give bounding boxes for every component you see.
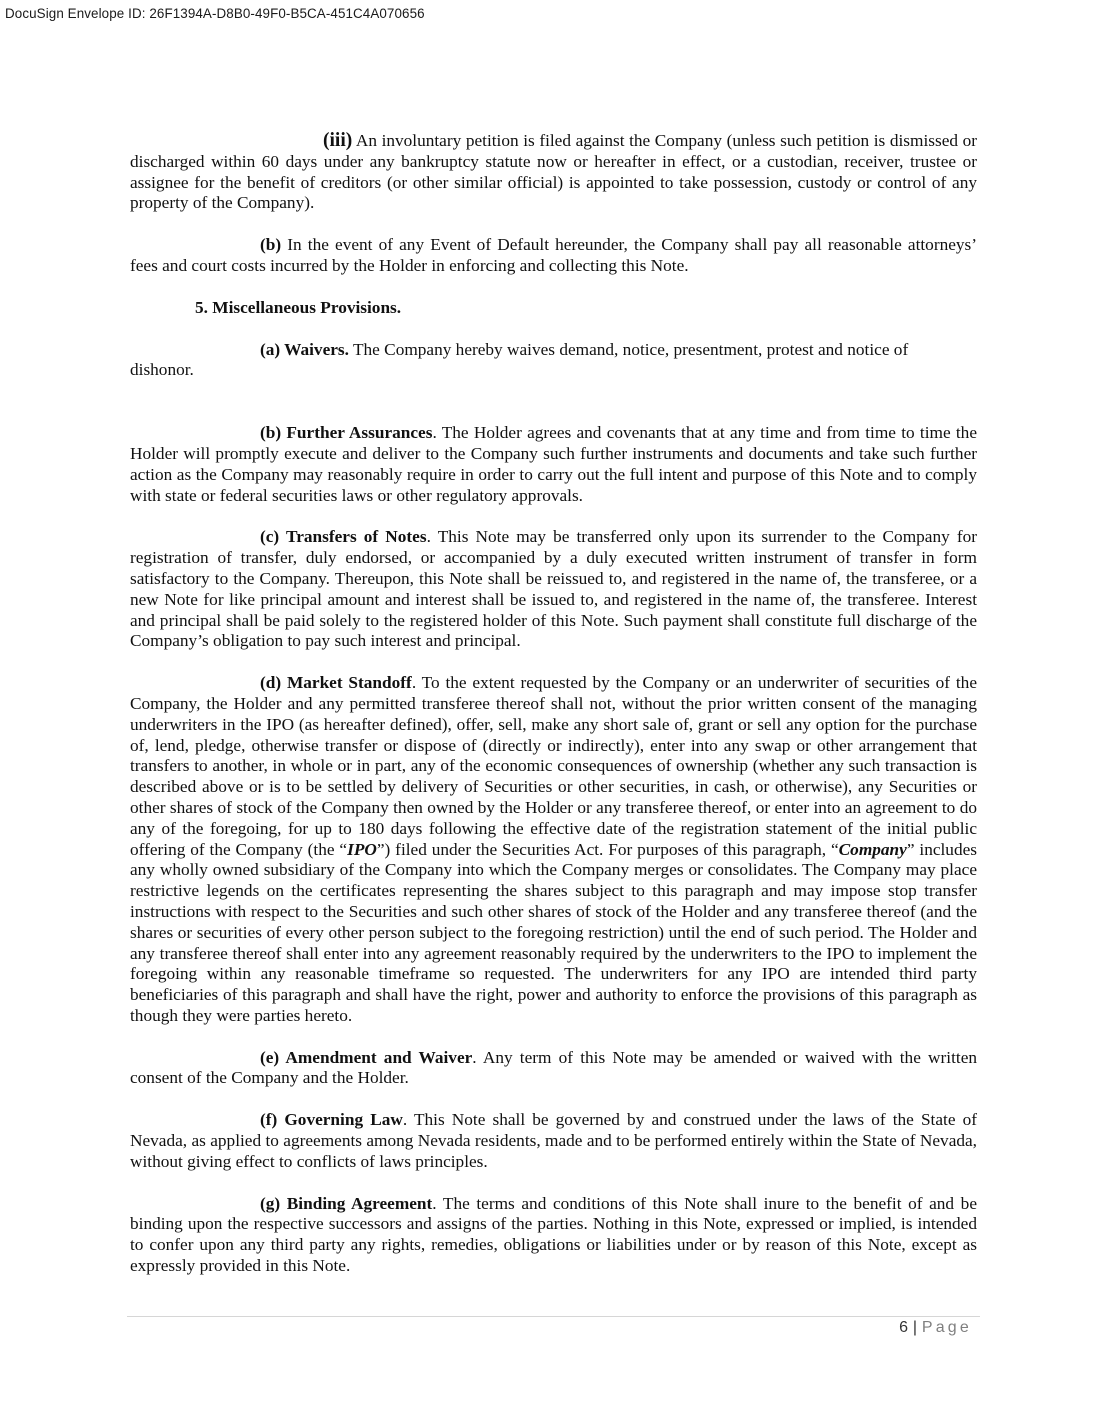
- clause-iii-label: (iii): [323, 130, 353, 151]
- market-standoff-text-2: ”) filed under the Securities Act. For purposes of this paragraph, “: [376, 839, 839, 859]
- governing-law-text: . This Note shall be governed by and construed under the laws of the State of Nevada, as applied to agreements among Nevada residents, made and to be performed entirely within the State of Nevada, without giving effect to conflicts of laws principles.: [130, 1110, 978, 1171]
- governing-law-label: (f) Governing Law: [260, 1110, 403, 1130]
- binding-agreement-paragraph: [130, 1194, 977, 1277]
- market-standoff-text-3: ” includes any wholly owned subsidiary of the Company into which the Company merges or consolidates. The Company may place restrictive legends on the certificates representing the shares subject to this paragraph and may impose stop transfer instructions with respect to the Securities and such other shares of stock of the Holder and any transferee thereof (and the shares or securities of every other person subject to the foregoing restriction) until the end of such period. The Holder and any transferee thereof shall enter into any agreement reasonably required by the underwriters to the IPO to implement the foregoing within any reasonable timeframe so requested. The underwriters for any IPO are intended third party beneficiaries of this paragraph and shall have the right, power and authority to enforce the provisions of this paragraph as though they were parties hereto.: [130, 839, 977, 1025]
- document-body: [130, 131, 977, 1277]
- amendment-text: . Any term of this Note may be amended or waived with the written consent of the Company and the Holder.: [130, 1047, 978, 1088]
- page-separator: |: [908, 1319, 922, 1336]
- waivers-text: The Company hereby waives demand, notice, presentment, protest and notice of: [348, 339, 909, 359]
- amendment-label: (e) Amendment and Waiver: [260, 1047, 473, 1067]
- clause-iii-text: An involuntary petition is filed against the Company (unless such petition is dismissed or discharged within 60 days under any bankruptcy statute now or hereafter in effect, or a custodian, receiver, trustee or assignee for the benefit of creditors (or other similar official) is appointed to take possession, custody or control of any property of the Company).: [130, 131, 977, 213]
- further-assurances-label: (b) Further Assurances: [260, 423, 433, 443]
- waivers-paragraph: [130, 340, 977, 361]
- market-standoff-paragraph: [130, 673, 977, 1027]
- further-assurances-text: . The Holder agrees and covenants that at any time and from time to time the Holder will promptly execute and deliver to the Company such further instruments and documents and take such further action as the Company may reasonably require in order to carry out the full intent and purpose of this Note and to comply with state or federal securities laws or other regulatory approvals.: [130, 423, 977, 505]
- market-standoff-text-1: . To the extent requested by the Company or an underwriter of securities of the Company, the Holder and any permitted transferee thereof shall not, without the prior written consent of the managing underwriters in the IPO (as hereafter defined), offer, sell, make any short sale of, grant or sell any option for the purchase of, lend, pledge, otherwise transfer or dispose of (directly or indirectly), enter into any swap or other arrangement that transfers to another, in whole or in part, any of the economic consequences of ownership (whether any such transaction is described above or is to be settled by delivery of Securities or other securities, in cash, or otherwise), any Securities or other shares of stock of the Company then owned by the Holder or any transferee thereof, or enter into an agreement to do any of the foregoing, for up to 180 days following the effective date of the registration statement of the initial public offering of the Company (the “: [130, 673, 977, 859]
- section-5-heading-text: 5. Miscellaneous Provisions.: [195, 297, 402, 317]
- footer-divider: [127, 1316, 980, 1317]
- waivers-tail: dishonor.: [130, 360, 194, 380]
- further-assurances-paragraph: [130, 423, 977, 506]
- docusign-envelope-id: DocuSign Envelope ID: 26F1394A-D8B0-49F0-B5CA-451C4A070656: [5, 6, 425, 21]
- clause-b-paragraph: [130, 235, 977, 277]
- transfers-label: (c) Transfers of Notes: [260, 527, 427, 547]
- governing-law-paragraph: [130, 1110, 977, 1172]
- waivers-label: (a) Waivers.: [260, 339, 349, 359]
- page-number: 6: [899, 1319, 909, 1336]
- company-defined-term: Company: [838, 839, 907, 859]
- page-footer: [890, 1319, 972, 1337]
- section-5-heading: [130, 298, 977, 319]
- ipo-defined-term: IPO: [347, 839, 377, 859]
- transfers-paragraph: [130, 527, 977, 652]
- clause-b-text: In the event of any Event of Default hereunder, the Company shall pay all reasonable attorneys’ fees and court costs incurred by the Holder in enforcing and collecting this Note.: [130, 235, 977, 275]
- binding-agreement-label: (g) Binding Agreement: [260, 1193, 433, 1213]
- market-standoff-label: (d) Market Standoff: [260, 673, 412, 693]
- amendment-paragraph: [130, 1048, 977, 1090]
- clause-b-label: (b): [260, 235, 282, 255]
- clause-iii-paragraph: [130, 131, 977, 214]
- transfers-text: . This Note may be transferred only upon its surrender to the Company for registration of transfer, duly endorsed, or accompanied by a duly executed written instrument of transfer in form satisfactory to the Company. Thereupon, this Note shall be reissued to, and registered in the name of, the transferee, or a new Note for like principal amount and interest shall be issued to, and registered in the name of, the transferee. Interest and principal shall be paid solely to the registered holder of this Note. Such payment shall constitute full discharge of the Company’s obligation to pay such interest and principal.: [130, 527, 977, 651]
- page-word: Page: [921, 1319, 972, 1336]
- binding-agreement-text: . The terms and conditions of this Note shall inure to the benefit of and be binding upon the respective successors and assigns of the parties. Nothing in this Note, expressed or implied, is intended to confer upon any third party any rights, remedies, obligations or liabilities under or by reason of this Note, except as expressly provided in this Note.: [130, 1193, 977, 1276]
